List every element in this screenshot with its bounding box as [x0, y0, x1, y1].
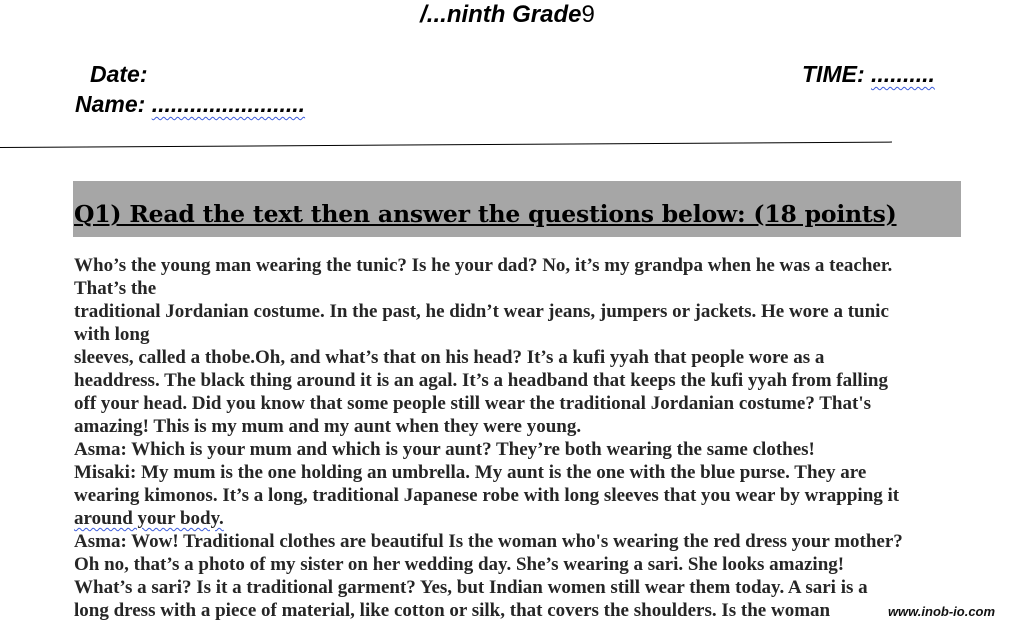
- website-watermark: www.inob-io.com: [868, 600, 1015, 624]
- grade-title: [0, 0, 1015, 30]
- passage-line: Asma: Wow! Traditional clothes are beautiful Is the woman who's wearing the red dress your mother?: [74, 531, 903, 552]
- name-dots: ........................: [151, 91, 306, 117]
- grade-digit: 9: [581, 1, 595, 28]
- name-field[interactable]: [75, 91, 305, 118]
- passage-line: sleeves, called a thobe.Oh, and what’s that on his head? It’s a kufi yyah that people wore as a: [74, 347, 825, 368]
- passage-line: around your body.: [74, 508, 224, 529]
- header-divider: [0, 142, 892, 148]
- passage-line: with long: [74, 324, 150, 345]
- question-title: Q1) Read the text then answer the questions below: (18 points): [74, 200, 897, 228]
- date-label: Date:: [90, 61, 148, 87]
- time-dots: ..........: [871, 61, 935, 87]
- passage-line: Asma: Which is your mum and which is your aunt? They’re both wearing the same clothes!: [74, 439, 815, 460]
- passage-line: Oh no, that’s a photo of my sister on her wedding day. She’s wearing a sari. She looks amazing!: [74, 554, 845, 575]
- passage-line: Misaki: My mum is the one holding an umbrella. My aunt is the one with the blue purse. They are: [74, 462, 867, 483]
- time-field[interactable]: [802, 61, 935, 88]
- passage-line: headdress. The black thing around it is an agal. It’s a headband that keeps the kufi yyah from falling: [74, 370, 889, 391]
- reading-passage: [74, 254, 954, 622]
- passage-line: What’s a sari? Is it a traditional garment? Yes, but Indian women still wear them today. A sari is a: [74, 577, 868, 598]
- passage-line: amazing! This is my mum and my aunt when they were young.: [74, 416, 582, 437]
- passage-line: That’s the: [74, 278, 157, 299]
- time-label: TIME:: [802, 61, 865, 87]
- passage-line: Who’s the young man wearing the tunic? Is he your dad? No, it’s my grandpa when he was a teacher.: [74, 255, 893, 276]
- passage-line: wearing kimonos. It’s a long, traditional Japanese robe with long sleeves that you wear by wrapping it: [74, 485, 900, 506]
- passage-line: traditional Jordanian costume. In the past, he didn’t wear jeans, jumpers or jackets. He wore a tunic: [74, 301, 889, 322]
- passage-line: off your head. Did you know that some people still wear the traditional Jordanian costume? That's: [74, 393, 871, 414]
- grade-title-text: /...ninth Grade: [420, 1, 582, 28]
- passage-line: long dress with a piece of material, like cotton or silk, that covers the shoulders. Is the woman: [74, 600, 831, 621]
- name-label: Name:: [75, 91, 146, 117]
